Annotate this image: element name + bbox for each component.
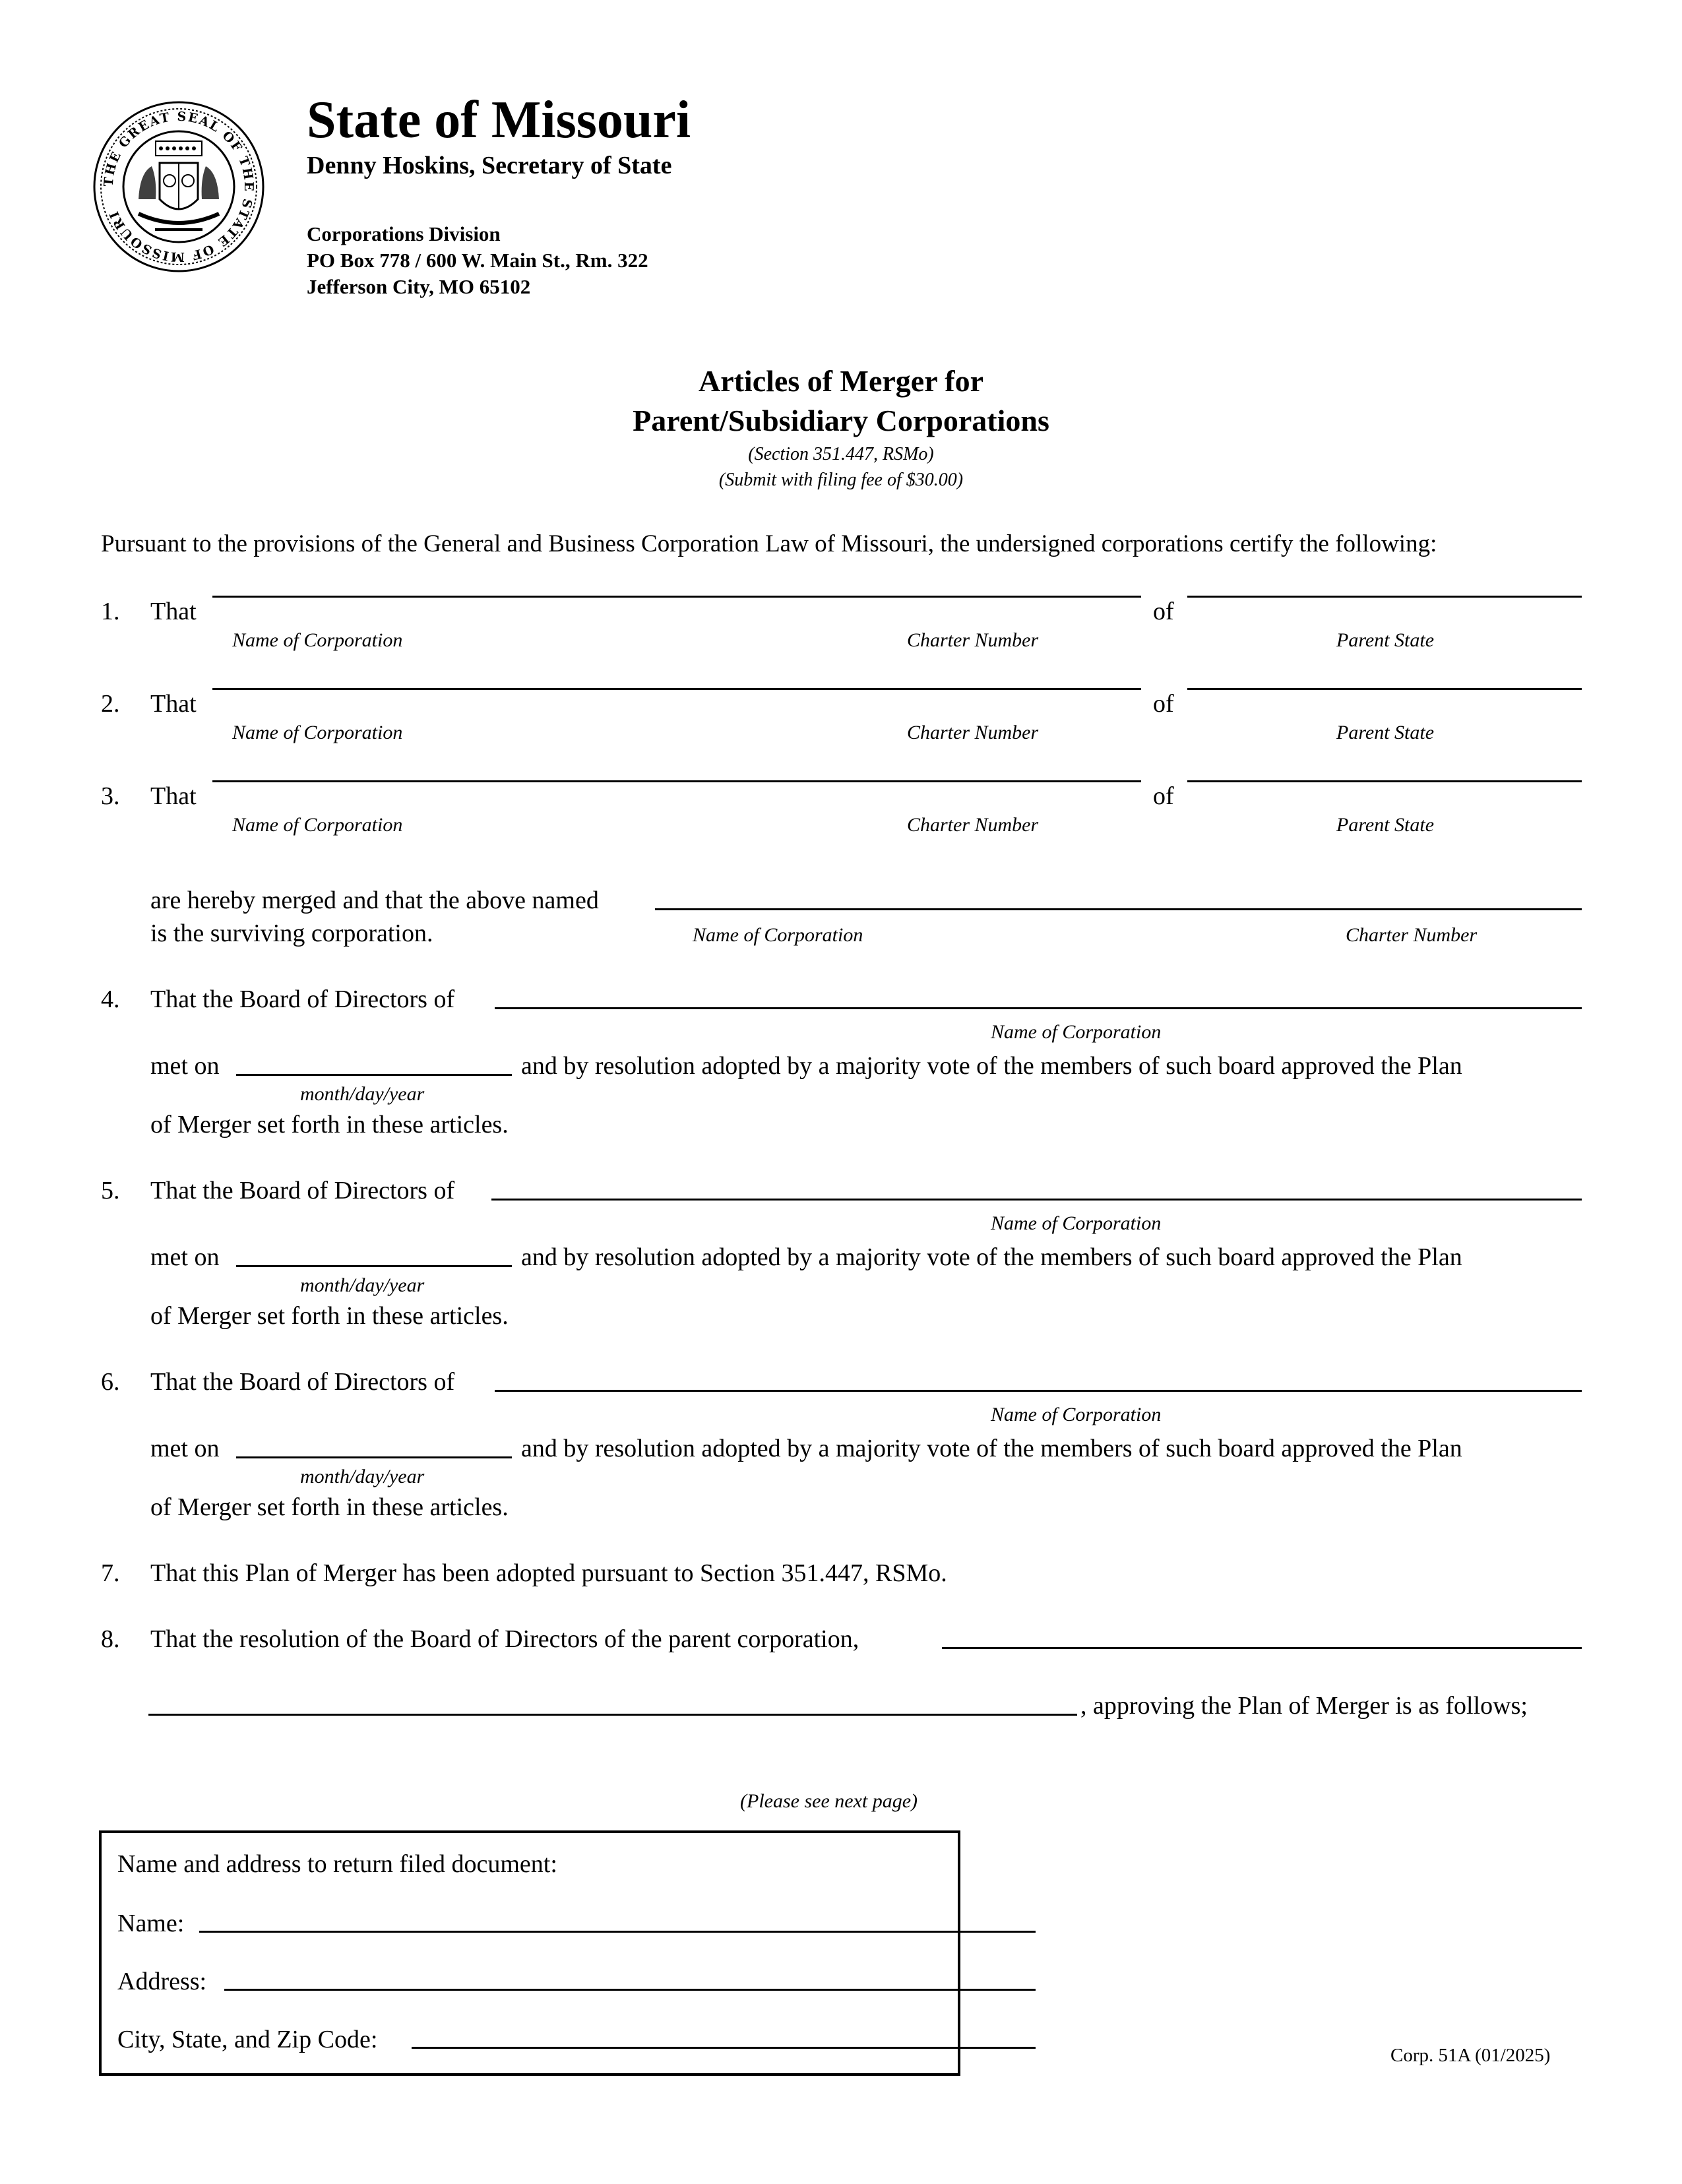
form-number: Corp. 51A (01/2025) [1390,2045,1551,2066]
board-5-corporation-field[interactable] [491,1199,1582,1201]
item-8-text: That the resolution of the Board of Directors of the parent corporation, [150,1625,859,1653]
corporation-2-name-charter-field[interactable] [212,688,1141,690]
return-city-label: City, State, and Zip Code: [117,2026,378,2053]
secretary-of-state: Denny Hoskins, Secretary of State [307,152,672,179]
closing-text: of Merger set forth in these articles. [150,1302,509,1330]
caption-name: Name of Corporation [991,1404,1162,1425]
caption-name: Name of Corporation [693,924,863,946]
return-box-heading: Name and address to return filed document: [117,1850,557,1878]
board-5-date-field[interactable] [236,1265,512,1267]
corporation-3-parent-state-field[interactable] [1187,780,1582,782]
caption-date: month/day/year [300,1083,425,1105]
form-title-line-1: Articles of Merger for [698,364,984,398]
board-6-date-field[interactable] [236,1456,512,1458]
item-number: 4. [101,985,120,1013]
item-7-text: That this Plan of Merger has been adopted pursuant to Section 351.447, RSMo. [150,1559,947,1587]
board-lead-text: That the Board of Directors of [150,1177,455,1204]
met-on-label: met on [150,1435,220,1462]
surviving-line-1: are hereby merged and that the above named [150,887,599,914]
item-number: 6. [101,1368,120,1396]
return-city-state-zip-field[interactable] [412,2047,1036,2049]
state-title: State of Missouri [307,91,691,149]
resolution-text: and by resolution adopted by a majority vote of the members of such board approved the Plan [521,1052,1462,1080]
met-on-label: met on [150,1243,220,1271]
return-address-label: Address: [117,1968,207,1995]
return-address-field[interactable] [224,1989,1036,1991]
return-name-label: Name: [117,1910,185,1937]
address-line-2: Jefferson City, MO 65102 [307,275,531,298]
caption-name: Name of Corporation [232,814,403,836]
that-label: That [150,782,197,810]
board-4-date-field[interactable] [236,1074,512,1076]
corporation-1-parent-state-field[interactable] [1187,596,1582,598]
item-number: 2. [101,690,120,718]
next-page-note: (Please see next page) [740,1790,918,1812]
corporation-2-parent-state-field[interactable] [1187,688,1582,690]
caption-state: Parent State [1336,629,1435,651]
form-title-line-2: Parent/Subsidiary Corporations [633,404,1049,437]
parent-corporation-field[interactable] [942,1647,1582,1649]
board-4-corporation-field[interactable] [495,1007,1582,1009]
item-8-tail: , approving the Plan of Merger is as follows; [1080,1692,1528,1720]
of-label: of [1153,598,1174,625]
met-on-label: met on [150,1052,220,1080]
item-number: 3. [101,782,120,810]
item-number: 7. [101,1559,120,1587]
caption-date: month/day/year [300,1466,425,1487]
caption-name: Name of Corporation [991,1212,1162,1234]
item-number: 8. [101,1625,120,1653]
corporation-1-name-charter-field[interactable] [212,596,1141,598]
of-label: of [1153,782,1174,810]
item-number: 5. [101,1177,120,1204]
state-seal [92,100,265,273]
return-name-field[interactable] [199,1931,1036,1933]
closing-text: of Merger set forth in these articles. [150,1493,509,1521]
surviving-line-2: is the surviving corporation. [150,920,433,947]
caption-state: Parent State [1336,814,1435,836]
of-label: of [1153,690,1174,718]
seal-ring-text: THE GREAT SEAL OF THE STATE OF MISSOURI [101,109,257,265]
corporation-3-name-charter-field[interactable] [212,780,1141,782]
division-name: Corporations Division [307,222,501,245]
caption-state: Parent State [1336,722,1435,743]
caption-name: Name of Corporation [232,629,403,651]
that-label: That [150,598,197,625]
intro-paragraph: Pursuant to the provisions of the General and Business Corporation Law of Missouri, the undersigned corporations certify the following: [101,530,1437,557]
caption-charter: Charter Number [907,629,1039,651]
statute-reference: (Section 351.447, RSMo) [748,444,934,464]
caption-name: Name of Corporation [232,722,403,743]
resolution-text: and by resolution adopted by a majority vote of the members of such board approved the Plan [521,1243,1462,1271]
that-label: That [150,690,197,718]
caption-date: month/day/year [300,1274,425,1296]
closing-text: of Merger set forth in these articles. [150,1111,509,1139]
resolution-text: and by resolution adopted by a majority vote of the members of such board approved the Plan [521,1435,1462,1462]
address-line-1: PO Box 778 / 600 W. Main St., Rm. 322 [307,249,648,272]
caption-charter: Charter Number [907,722,1039,743]
caption-charter: Charter Number [907,814,1039,836]
caption-name: Name of Corporation [991,1021,1162,1043]
filing-fee-note: (Submit with filing fee of $30.00) [718,470,964,490]
parent-corporation-field-continued[interactable] [148,1714,1077,1716]
board-lead-text: That the Board of Directors of [150,985,455,1013]
board-6-corporation-field[interactable] [495,1390,1582,1392]
caption-charter: Charter Number [1346,924,1478,946]
return-address-box [99,1830,960,2076]
board-lead-text: That the Board of Directors of [150,1368,455,1396]
surviving-corporation-field[interactable] [655,908,1582,910]
item-number: 1. [101,598,120,625]
